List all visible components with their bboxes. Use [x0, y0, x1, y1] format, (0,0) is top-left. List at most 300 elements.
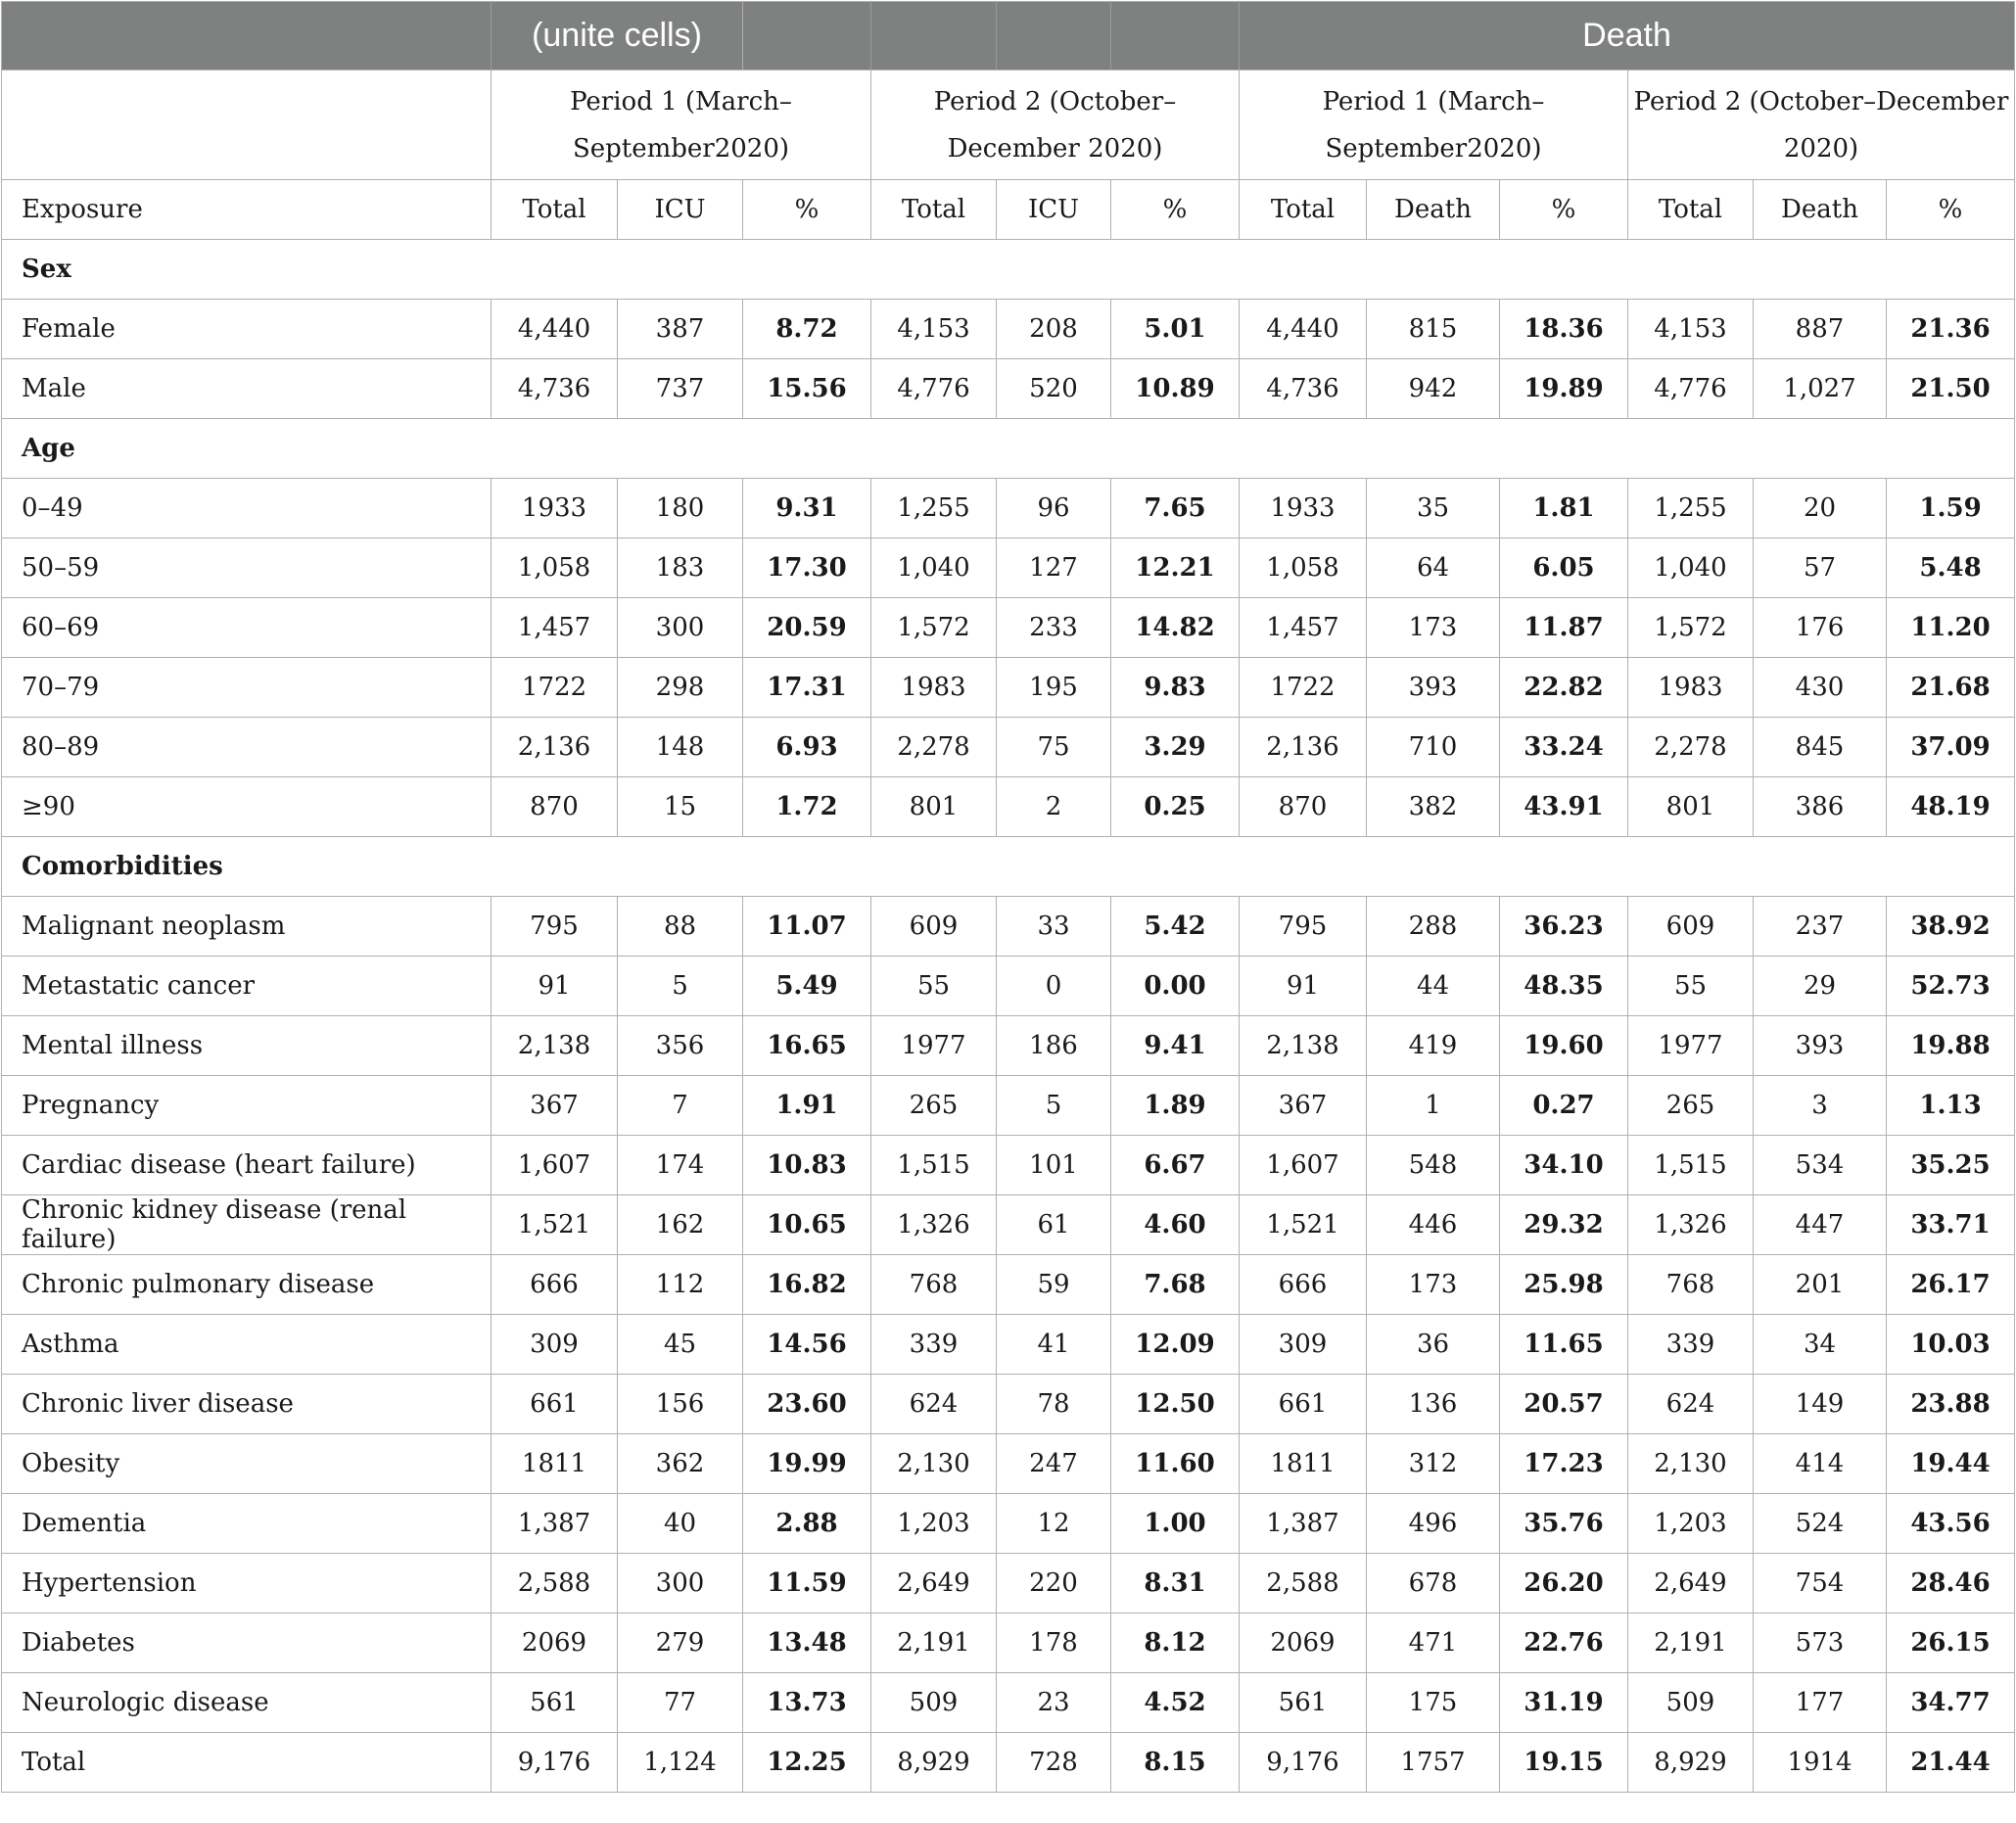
count-cell: 4,440	[1240, 300, 1367, 359]
group-header-row	[2, 2, 2015, 70]
count-cell: 237	[1754, 897, 1887, 957]
count-cell: 77	[618, 1673, 743, 1733]
count-cell: 186	[997, 1016, 1111, 1076]
count-cell: 393	[1367, 658, 1500, 718]
count-cell: 1722	[1240, 658, 1367, 718]
count-cell: 1977	[871, 1016, 997, 1076]
column-header: Death	[1367, 180, 1500, 240]
count-cell: 815	[1367, 300, 1500, 359]
count-cell: 4,440	[492, 300, 618, 359]
count-cell: 57	[1754, 538, 1887, 598]
column-header: Total	[871, 180, 997, 240]
percent-cell: 1.81	[1500, 479, 1628, 538]
count-cell: 496	[1367, 1494, 1500, 1554]
percent-cell: 33.24	[1500, 718, 1628, 777]
table-row	[2, 1613, 2015, 1673]
percent-cell: 20.57	[1500, 1375, 1628, 1434]
count-cell: 300	[618, 598, 743, 658]
count-cell: 8,929	[1628, 1733, 1754, 1793]
count-cell: 5	[618, 957, 743, 1016]
table-row	[2, 1255, 2015, 1315]
table-row	[2, 538, 2015, 598]
row-label: Pregnancy	[2, 1076, 492, 1136]
count-cell: 162	[618, 1195, 743, 1255]
count-cell: 2069	[492, 1613, 618, 1673]
count-cell: 1977	[1628, 1016, 1754, 1076]
count-cell: 561	[1240, 1673, 1367, 1733]
percent-cell: 43.91	[1500, 777, 1628, 837]
count-cell: 1933	[492, 479, 618, 538]
count-cell: 1,572	[871, 598, 997, 658]
count-cell: 367	[492, 1076, 618, 1136]
table-row	[2, 1673, 2015, 1733]
percent-cell: 17.31	[743, 658, 871, 718]
percent-cell: 21.68	[1887, 658, 2015, 718]
header-blank-cell	[871, 2, 997, 70]
count-cell: 1983	[1628, 658, 1754, 718]
table-row	[2, 1375, 2015, 1434]
percent-cell: 1.00	[1111, 1494, 1240, 1554]
percent-cell: 13.48	[743, 1613, 871, 1673]
section-title: Age	[2, 419, 2015, 479]
row-label: Total	[2, 1733, 492, 1793]
count-cell: 1,027	[1754, 359, 1887, 419]
column-header: %	[1887, 180, 2015, 240]
count-cell: 36	[1367, 1315, 1500, 1375]
row-label: Obesity	[2, 1434, 492, 1494]
count-cell: 148	[618, 718, 743, 777]
count-cell: 174	[618, 1136, 743, 1195]
percent-cell: 21.36	[1887, 300, 2015, 359]
row-label: 70–79	[2, 658, 492, 718]
table-row	[2, 1136, 2015, 1195]
count-cell: 1,058	[492, 538, 618, 598]
count-cell: 312	[1367, 1434, 1500, 1494]
percent-cell: 35.76	[1500, 1494, 1628, 1554]
count-cell: 35	[1367, 479, 1500, 538]
count-cell: 2,588	[1240, 1554, 1367, 1613]
count-cell: 1,124	[618, 1733, 743, 1793]
count-cell: 801	[871, 777, 997, 837]
count-cell: 446	[1367, 1195, 1500, 1255]
percent-cell: 23.88	[1887, 1375, 2015, 1434]
results-table	[1, 1, 2015, 1793]
table-row	[2, 1195, 2015, 1255]
count-cell: 509	[871, 1673, 997, 1733]
percent-cell: 11.87	[1500, 598, 1628, 658]
table-row	[2, 1076, 2015, 1136]
percent-cell: 0.00	[1111, 957, 1240, 1016]
count-cell: 9,176	[1240, 1733, 1367, 1793]
count-cell: 288	[1367, 897, 1500, 957]
count-cell: 386	[1754, 777, 1887, 837]
count-cell: 29	[1754, 957, 1887, 1016]
percent-cell: 7.68	[1111, 1255, 1240, 1315]
percent-cell: 25.98	[1500, 1255, 1628, 1315]
percent-cell: 19.15	[1500, 1733, 1628, 1793]
count-cell: 548	[1367, 1136, 1500, 1195]
percent-cell: 0.27	[1500, 1076, 1628, 1136]
count-cell: 45	[618, 1315, 743, 1375]
percent-cell: 36.23	[1500, 897, 1628, 957]
count-cell: 2,136	[1240, 718, 1367, 777]
count-cell: 887	[1754, 300, 1887, 359]
total-row	[2, 1733, 2015, 1793]
count-cell: 1,607	[1240, 1136, 1367, 1195]
percent-cell: 18.36	[1500, 300, 1628, 359]
count-cell: 4,736	[492, 359, 618, 419]
count-cell: 2,138	[1240, 1016, 1367, 1076]
count-cell: 2,138	[492, 1016, 618, 1076]
percent-cell: 5.42	[1111, 897, 1240, 957]
percent-cell: 28.46	[1887, 1554, 2015, 1613]
percent-cell: 26.20	[1500, 1554, 1628, 1613]
percent-cell: 7.65	[1111, 479, 1240, 538]
row-label: Chronic liver disease	[2, 1375, 492, 1434]
count-cell: 1,387	[1240, 1494, 1367, 1554]
percent-cell: 6.67	[1111, 1136, 1240, 1195]
table-row	[2, 359, 2015, 419]
percent-cell: 43.56	[1887, 1494, 2015, 1554]
period-header: Period 2 (October–December 2020)	[871, 70, 1240, 180]
percent-cell: 2.88	[743, 1494, 871, 1554]
percent-cell: 12.09	[1111, 1315, 1240, 1375]
count-cell: 180	[618, 479, 743, 538]
count-cell: 609	[1628, 897, 1754, 957]
percent-cell: 48.35	[1500, 957, 1628, 1016]
percent-cell: 1.72	[743, 777, 871, 837]
count-cell: 1811	[1240, 1434, 1367, 1494]
column-header-row	[2, 180, 2015, 240]
count-cell: 175	[1367, 1673, 1500, 1733]
count-cell: 870	[1240, 777, 1367, 837]
count-cell: 1,203	[1628, 1494, 1754, 1554]
percent-cell: 4.60	[1111, 1195, 1240, 1255]
count-cell: 1,521	[492, 1195, 618, 1255]
count-cell: 3	[1754, 1076, 1887, 1136]
row-label: Dementia	[2, 1494, 492, 1554]
count-cell: 339	[871, 1315, 997, 1375]
percent-cell: 38.92	[1887, 897, 2015, 957]
percent-cell: 1.13	[1887, 1076, 2015, 1136]
count-cell: 309	[1240, 1315, 1367, 1375]
percent-cell: 11.20	[1887, 598, 2015, 658]
percent-cell: 19.44	[1887, 1434, 2015, 1494]
row-label: Neurologic disease	[2, 1673, 492, 1733]
percent-cell: 31.19	[1500, 1673, 1628, 1733]
count-cell: 20	[1754, 479, 1887, 538]
column-header: Death	[1754, 180, 1887, 240]
count-cell: 754	[1754, 1554, 1887, 1613]
percent-cell: 19.60	[1500, 1016, 1628, 1076]
count-cell: 1,572	[1628, 598, 1754, 658]
row-label: ≥90	[2, 777, 492, 837]
count-cell: 176	[1754, 598, 1887, 658]
count-cell: 1914	[1754, 1733, 1887, 1793]
count-cell: 91	[492, 957, 618, 1016]
count-cell: 382	[1367, 777, 1500, 837]
table-row	[2, 658, 2015, 718]
count-cell: 173	[1367, 1255, 1500, 1315]
table-row	[2, 897, 2015, 957]
count-cell: 1933	[1240, 479, 1367, 538]
percent-cell: 48.19	[1887, 777, 2015, 837]
percent-cell: 23.60	[743, 1375, 871, 1434]
count-cell: 666	[492, 1255, 618, 1315]
count-cell: 1,203	[871, 1494, 997, 1554]
percent-cell: 10.83	[743, 1136, 871, 1195]
column-header: ICU	[997, 180, 1111, 240]
count-cell: 561	[492, 1673, 618, 1733]
percent-cell: 10.65	[743, 1195, 871, 1255]
percent-cell: 21.44	[1887, 1733, 2015, 1793]
percent-cell: 37.09	[1887, 718, 2015, 777]
count-cell: 298	[618, 658, 743, 718]
count-cell: 177	[1754, 1673, 1887, 1733]
count-cell: 2,191	[1628, 1613, 1754, 1673]
count-cell: 34	[1754, 1315, 1887, 1375]
count-cell: 870	[492, 777, 618, 837]
row-label: Malignant neoplasm	[2, 897, 492, 957]
percent-cell: 8.15	[1111, 1733, 1240, 1793]
table-row	[2, 1494, 2015, 1554]
row-label: Cardiac disease (heart failure)	[2, 1136, 492, 1195]
count-cell: 1,058	[1240, 538, 1367, 598]
period-header: Period 1 (March–September2020)	[492, 70, 871, 180]
row-label: Metastatic cancer	[2, 957, 492, 1016]
percent-cell: 34.10	[1500, 1136, 1628, 1195]
count-cell: 75	[997, 718, 1111, 777]
count-cell: 173	[1367, 598, 1500, 658]
percent-cell: 10.03	[1887, 1315, 2015, 1375]
count-cell: 624	[871, 1375, 997, 1434]
count-cell: 1,515	[871, 1136, 997, 1195]
percent-cell: 16.65	[743, 1016, 871, 1076]
count-cell: 1,515	[1628, 1136, 1754, 1195]
count-cell: 1,521	[1240, 1195, 1367, 1255]
count-cell: 573	[1754, 1613, 1887, 1673]
percent-cell: 8.72	[743, 300, 871, 359]
percent-cell: 6.05	[1500, 538, 1628, 598]
percent-cell: 16.82	[743, 1255, 871, 1315]
count-cell: 61	[997, 1195, 1111, 1255]
percent-cell: 14.82	[1111, 598, 1240, 658]
count-cell: 9,176	[492, 1733, 618, 1793]
count-cell: 5	[997, 1076, 1111, 1136]
row-label: 0–49	[2, 479, 492, 538]
count-cell: 156	[618, 1375, 743, 1434]
section-row	[2, 419, 2015, 479]
count-cell: 661	[1240, 1375, 1367, 1434]
count-cell: 367	[1240, 1076, 1367, 1136]
count-cell: 247	[997, 1434, 1111, 1494]
count-cell: 1	[1367, 1076, 1500, 1136]
count-cell: 795	[492, 897, 618, 957]
count-cell: 534	[1754, 1136, 1887, 1195]
count-cell: 419	[1367, 1016, 1500, 1076]
count-cell: 33	[997, 897, 1111, 957]
column-header: Total	[492, 180, 618, 240]
count-cell: 609	[871, 897, 997, 957]
percent-cell: 11.65	[1500, 1315, 1628, 1375]
period-blank-cell	[2, 70, 492, 180]
count-cell: 1,607	[492, 1136, 618, 1195]
row-label: Chronic pulmonary disease	[2, 1255, 492, 1315]
section-title: Sex	[2, 240, 2015, 300]
count-cell: 96	[997, 479, 1111, 538]
count-cell: 2,649	[1628, 1554, 1754, 1613]
count-cell: 7	[618, 1076, 743, 1136]
count-cell: 2,130	[1628, 1434, 1754, 1494]
count-cell: 44	[1367, 957, 1500, 1016]
count-cell: 91	[1240, 957, 1367, 1016]
count-cell: 768	[871, 1255, 997, 1315]
count-cell: 208	[997, 300, 1111, 359]
percent-cell: 34.77	[1887, 1673, 2015, 1733]
row-label: Mental illness	[2, 1016, 492, 1076]
percent-cell: 29.32	[1500, 1195, 1628, 1255]
header-blank-cell	[1111, 2, 1240, 70]
percent-cell: 5.49	[743, 957, 871, 1016]
count-cell: 4,776	[1628, 359, 1754, 419]
section-row	[2, 837, 2015, 897]
percent-cell: 26.17	[1887, 1255, 2015, 1315]
percent-cell: 1.91	[743, 1076, 871, 1136]
count-cell: 1,255	[871, 479, 997, 538]
count-cell: 795	[1240, 897, 1367, 957]
count-cell: 1811	[492, 1434, 618, 1494]
count-cell: 12	[997, 1494, 1111, 1554]
percent-cell: 19.89	[1500, 359, 1628, 419]
count-cell: 279	[618, 1613, 743, 1673]
table-row	[2, 1434, 2015, 1494]
count-cell: 1,387	[492, 1494, 618, 1554]
percent-cell: 19.99	[743, 1434, 871, 1494]
count-cell: 1,457	[492, 598, 618, 658]
row-label: Male	[2, 359, 492, 419]
count-cell: 59	[997, 1255, 1111, 1315]
count-cell: 678	[1367, 1554, 1500, 1613]
percent-cell: 12.50	[1111, 1375, 1240, 1434]
count-cell: 2,191	[871, 1613, 997, 1673]
count-cell: 78	[997, 1375, 1111, 1434]
percent-cell: 5.48	[1887, 538, 2015, 598]
count-cell: 4,153	[1628, 300, 1754, 359]
count-cell: 393	[1754, 1016, 1887, 1076]
percent-cell: 26.15	[1887, 1613, 2015, 1673]
count-cell: 2	[997, 777, 1111, 837]
percent-cell: 4.52	[1111, 1673, 1240, 1733]
count-cell: 2,649	[871, 1554, 997, 1613]
count-cell: 136	[1367, 1375, 1500, 1434]
percent-cell: 11.59	[743, 1554, 871, 1613]
table-row	[2, 957, 2015, 1016]
count-cell: 1722	[492, 658, 618, 718]
percent-cell: 0.25	[1111, 777, 1240, 837]
percent-cell: 17.23	[1500, 1434, 1628, 1494]
count-cell: 801	[1628, 777, 1754, 837]
count-cell: 1,326	[871, 1195, 997, 1255]
count-cell: 178	[997, 1613, 1111, 1673]
table-row	[2, 598, 2015, 658]
count-cell: 23	[997, 1673, 1111, 1733]
count-cell: 666	[1240, 1255, 1367, 1315]
percent-cell: 9.83	[1111, 658, 1240, 718]
row-label: Diabetes	[2, 1613, 492, 1673]
count-cell: 356	[618, 1016, 743, 1076]
percent-cell: 1.59	[1887, 479, 2015, 538]
count-cell: 509	[1628, 1673, 1754, 1733]
count-cell: 300	[618, 1554, 743, 1613]
count-cell: 942	[1367, 359, 1500, 419]
count-cell: 737	[618, 359, 743, 419]
count-cell: 265	[1628, 1076, 1754, 1136]
count-cell: 2,278	[1628, 718, 1754, 777]
column-header: %	[1500, 180, 1628, 240]
row-label: Female	[2, 300, 492, 359]
period-header: Period 1 (March–September2020)	[1240, 70, 1628, 180]
count-cell: 4,153	[871, 300, 997, 359]
count-cell: 710	[1367, 718, 1500, 777]
count-cell: 728	[997, 1733, 1111, 1793]
percent-cell: 20.59	[743, 598, 871, 658]
count-cell: 339	[1628, 1315, 1754, 1375]
percent-cell: 1.89	[1111, 1076, 1240, 1136]
count-cell: 195	[997, 658, 1111, 718]
table-row	[2, 777, 2015, 837]
count-cell: 1,457	[1240, 598, 1367, 658]
percent-cell: 14.56	[743, 1315, 871, 1375]
row-label: Hypertension	[2, 1554, 492, 1613]
count-cell: 183	[618, 538, 743, 598]
table-row	[2, 718, 2015, 777]
percent-cell: 10.89	[1111, 359, 1240, 419]
count-cell: 4,736	[1240, 359, 1367, 419]
count-cell: 201	[1754, 1255, 1887, 1315]
count-cell: 8,929	[871, 1733, 997, 1793]
count-cell: 149	[1754, 1375, 1887, 1434]
count-cell: 88	[618, 897, 743, 957]
count-cell: 1,040	[1628, 538, 1754, 598]
column-header: Exposure	[2, 180, 492, 240]
count-cell: 1,326	[1628, 1195, 1754, 1255]
percent-cell: 17.30	[743, 538, 871, 598]
count-cell: 112	[618, 1255, 743, 1315]
count-cell: 15	[618, 777, 743, 837]
count-cell: 624	[1628, 1375, 1754, 1434]
count-cell: 1,255	[1628, 479, 1754, 538]
count-cell: 524	[1754, 1494, 1887, 1554]
count-cell: 471	[1367, 1613, 1500, 1673]
count-cell: 233	[997, 598, 1111, 658]
percent-cell: 5.01	[1111, 300, 1240, 359]
percent-cell: 8.12	[1111, 1613, 1240, 1673]
count-cell: 55	[871, 957, 997, 1016]
count-cell: 309	[492, 1315, 618, 1375]
count-cell: 845	[1754, 718, 1887, 777]
section-row	[2, 240, 2015, 300]
count-cell: 40	[618, 1494, 743, 1554]
count-cell: 430	[1754, 658, 1887, 718]
row-label: Chronic kidney disease (renal failure)	[2, 1195, 492, 1255]
count-cell: 4,776	[871, 359, 997, 419]
count-cell: 1757	[1367, 1733, 1500, 1793]
count-cell: 265	[871, 1076, 997, 1136]
header-blank-cell	[997, 2, 1111, 70]
count-cell: 414	[1754, 1434, 1887, 1494]
table-row	[2, 1554, 2015, 1613]
count-cell: 0	[997, 957, 1111, 1016]
